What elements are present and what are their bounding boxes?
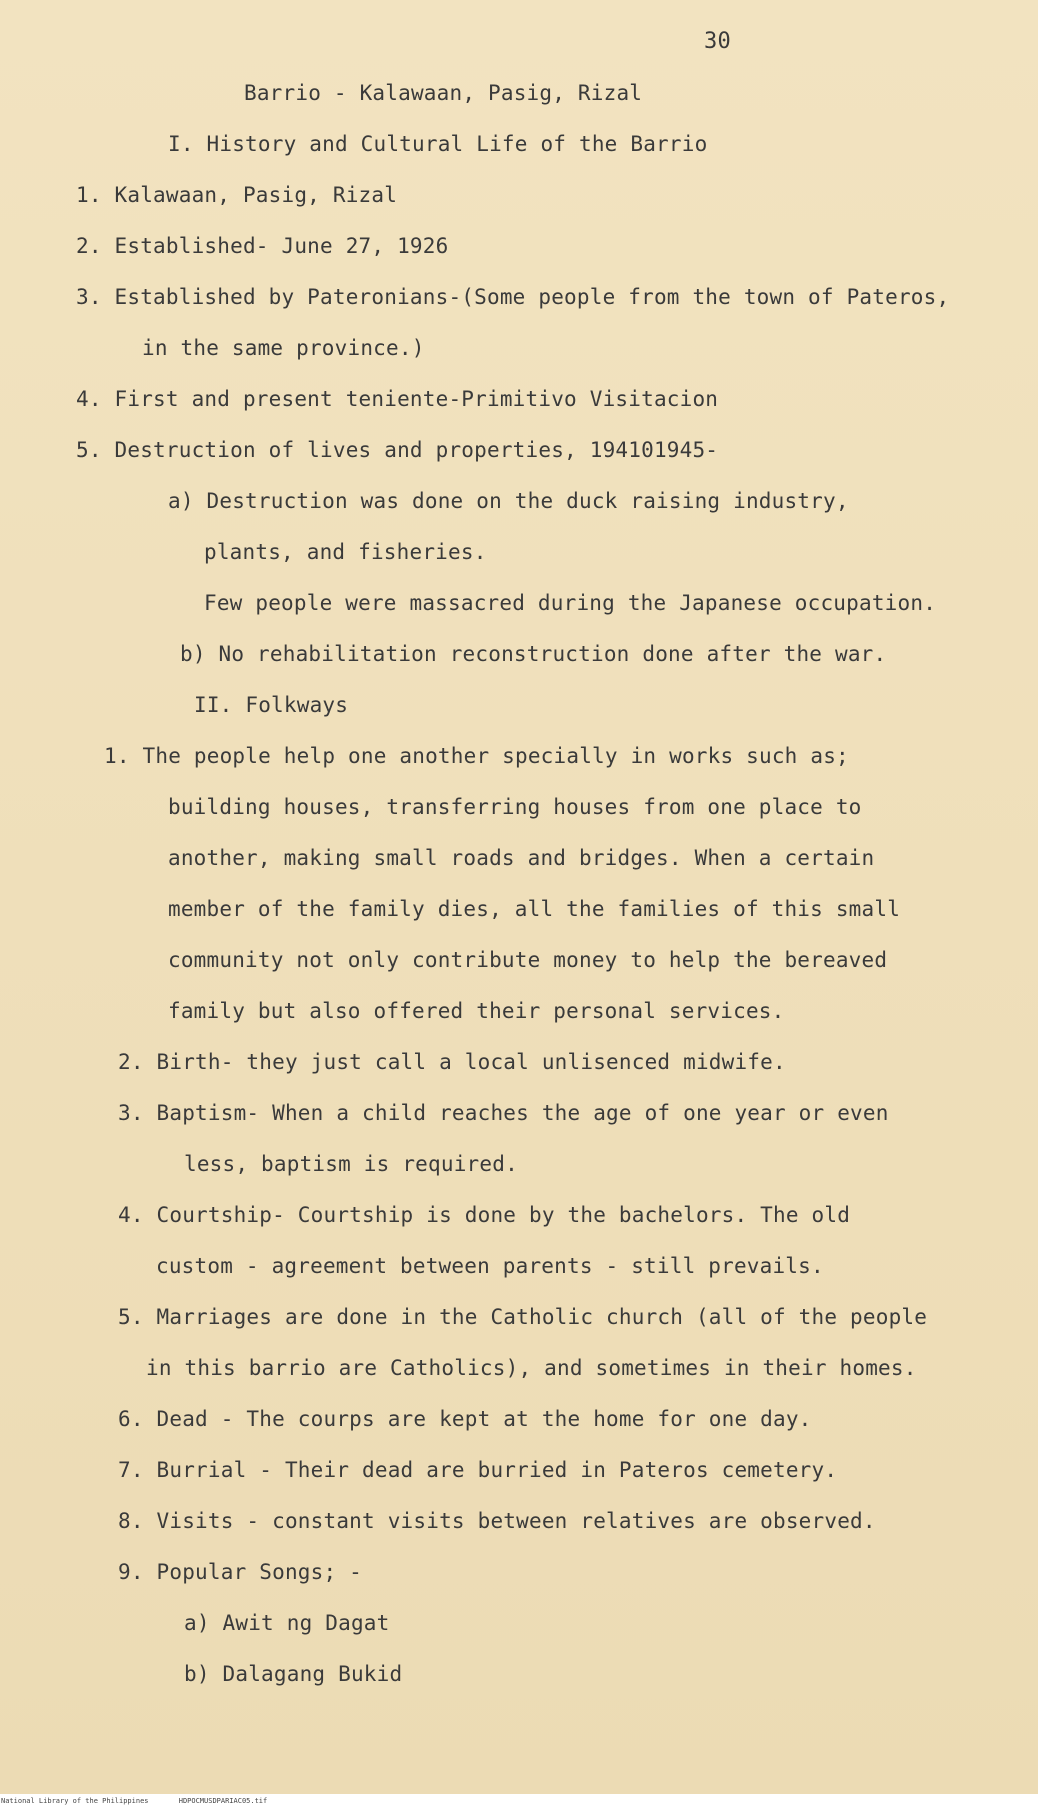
folkways-item-2: 2. Birth- they just call a local unlisenced midwife. [118, 1050, 786, 1074]
folkways-item-1-cont-4: community not only contribute money to help the bereaved [168, 948, 888, 972]
page-number: 30 [704, 29, 731, 54]
history-item-5a: a) Destruction was done on the duck raising industry, [168, 489, 849, 513]
history-item-5a-cont-2: Few people were massacred during the Japanese occupation. [204, 591, 937, 615]
section-title-folkways: II. Folkways [194, 693, 349, 717]
scan-footer [0, 1794, 1038, 1808]
song-a: a) Awit ng Dagat [184, 1611, 390, 1635]
folkways-item-1-cont-2: another, making small roads and bridges. When a certain [168, 846, 875, 870]
folkways-item-5: 5. Marriages are done in the Catholic church (all of the people [118, 1305, 928, 1329]
folkways-item-4-cont: custom - agreement between parents - still prevails. [156, 1254, 824, 1278]
history-item-1: 1. Kalawaan, Pasig, Rizal [76, 183, 398, 207]
folkways-item-4: 4. Courtship- Courtship is done by the bachelors. The old [118, 1203, 851, 1227]
folkways-item-8: 8. Visits - constant visits between relatives are observed. [118, 1509, 876, 1533]
song-b: b) Dalagang Bukid [184, 1662, 403, 1686]
footer-file-id: HDPOCMUSDPARIAC05.tif [178, 1797, 268, 1805]
footer-library: National Library of the Philippines [1, 1797, 149, 1805]
folkways-item-1: 1. The people help one another specially in works such as; [104, 744, 849, 768]
folkways-item-1-cont-5: family but also offered their personal services. [168, 999, 785, 1023]
history-item-5a-cont: plants, and fisheries. [204, 540, 487, 564]
history-item-5b: b) No rehabilitation reconstruction done after the war. [180, 642, 887, 666]
history-item-3-cont: in the same province.) [142, 336, 425, 360]
document-heading: Barrio - Kalawaan, Pasig, Rizal [244, 81, 643, 105]
history-item-3: 3. Established by Pateronians-(Some people from the town of Pateros, [76, 285, 950, 309]
section-title-history: I. History and Cultural Life of the Barrio [168, 132, 708, 156]
history-item-2: 2. Established- June 27, 1926 [76, 234, 449, 258]
folkways-item-1-cont-3: member of the family dies, all the families of this small [168, 897, 901, 921]
folkways-item-3: 3. Baptism- When a child reaches the age of one year or even [118, 1101, 889, 1125]
folkways-item-6: 6. Dead - The courps are kept at the home for one day. [118, 1407, 812, 1431]
history-item-5: 5. Destruction of lives and properties, 194101945- [76, 438, 719, 462]
folkways-item-3-cont: less, baptism is required. [184, 1152, 518, 1176]
history-item-4: 4. First and present teniente-Primitivo Visitacion [76, 387, 719, 411]
folkways-item-9: 9. Popular Songs; - [118, 1560, 363, 1584]
folkways-item-1-cont: building houses, transferring houses from one place to [168, 795, 862, 819]
folkways-item-7: 7. Burrial - Their dead are burried in Pateros cemetery. [118, 1458, 838, 1482]
folkways-item-5-cont: in this barrio are Catholics), and sometimes in their homes. [146, 1356, 917, 1380]
